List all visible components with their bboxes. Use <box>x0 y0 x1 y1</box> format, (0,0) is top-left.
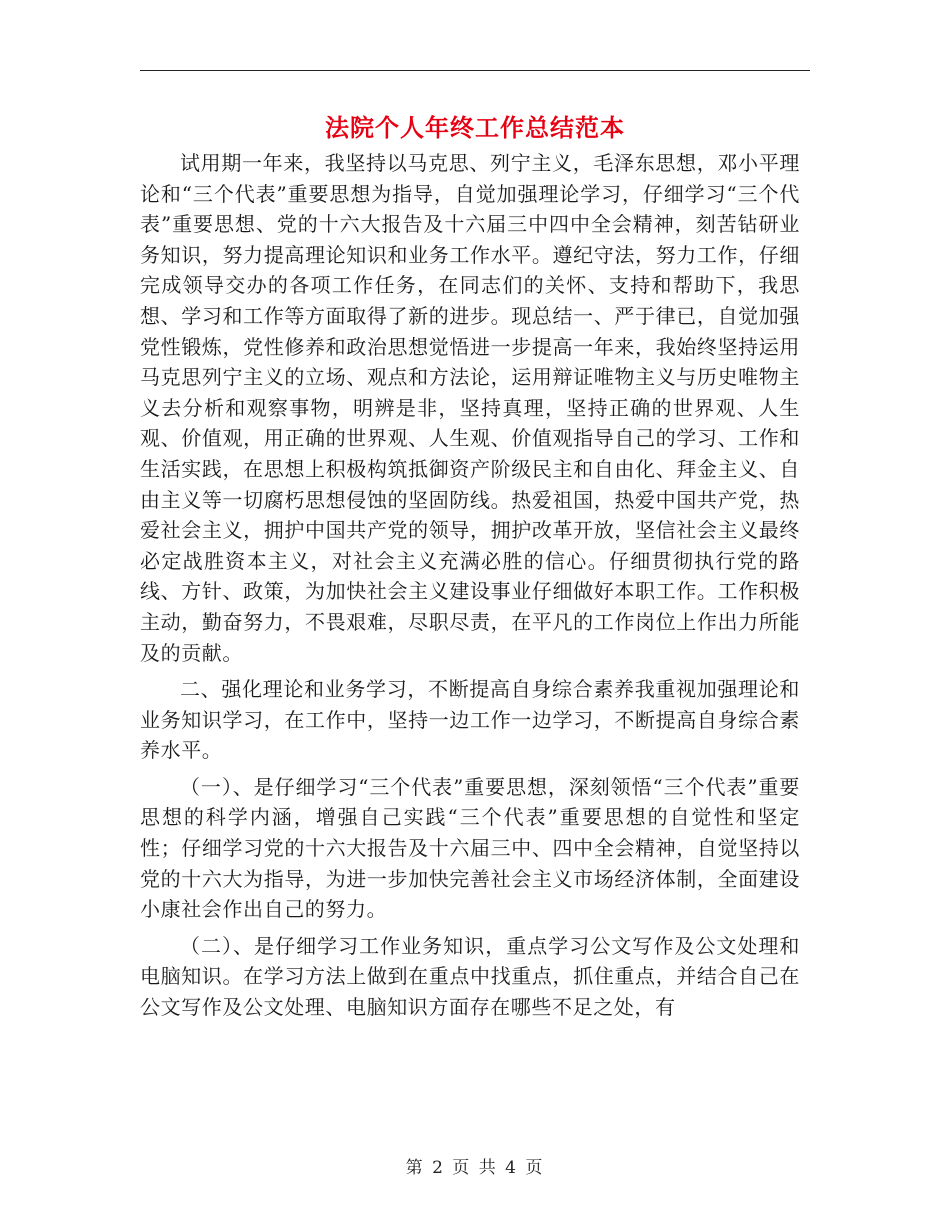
footer-current-page: 2 <box>432 1158 445 1178</box>
document-title: 法院个人年终工作总结范本 <box>325 113 625 142</box>
footer-middle: 页 共 <box>452 1158 498 1178</box>
paragraph-2: 二、强化理论和业务学习，不断提高自身综合素养我重视加强理论和业务知识学习，在工作中，坚持一边工作一边学习，不断提高自身综合素养水平。 <box>140 677 800 763</box>
paragraph-4: （二）、是仔细学习工作业务知识，重点学习公文写作及公文处理和电脑知识。在学习方法上做到在重点中找重点，抓住重点，并结合自己在公文写作及公文处理、电脑知识方面存在哪些不足之处，有 <box>140 933 800 1020</box>
footer-total-pages: 4 <box>505 1158 518 1178</box>
document-body <box>140 148 800 1023</box>
footer-prefix: 第 <box>405 1158 425 1178</box>
footer-suffix: 页 <box>525 1158 545 1178</box>
header-rule <box>140 70 810 71</box>
page-footer <box>0 1153 950 1178</box>
paragraph-1: 试用期一年来，我坚持以马克思、列宁主义，毛泽东思想，邓小平理论和“三个代表”重要思想为指导，自觉加强理论学习，仔细学习“三个代表”重要思想、党的十六大报告及十六届三中四中全会精神，刻苦钻研业务知识，努力提高理论知识和业务工作水平。遵纪守法，努力工作，仔细完成领导交办的各项工作任务，在同志们的关怀、支持和帮助下，我思想、学习和工作等方面取得了新的进步。现总结一、严于律已，自觉加强党性锻炼，党性修养和政治思想觉悟进一步提高一年来，我始终坚持运用马克思列宁主义的立场、观点和方法论，运用辩证唯物主义与历史唯物主义去分析和观察事物，明辨是非，坚持真理，坚持正确的世界观、人生观、价值观，用正确的世界观、人生观、价值观指导自己的学习、工作和生活实践，在思想上积极构筑抵御资产阶级民主和自由化、拜金主义、自由主义等一切腐朽思想侵蚀的坚固防线。热爱祖国，热爱中国共产党，热爱社会主义，拥护中国共产党的领导，拥护改革开放，坚信社会主义最终必定战胜资本主义，对社会主义充满必胜的信心。仔细贯彻执行党的路线、方针、政策，为加快社会主义建设事业仔细做好本职工作。工作积极主动，勤奋努力，不畏艰难，尽职尽责，在平凡的工作岗位上作出力所能及的贡献。 <box>140 151 800 665</box>
paragraph-3: （一）、是仔细学习“三个代表”重要思想，深刻领悟“三个代表”重要思想的科学内涵，增强自己实践“三个代表”重要思想的自觉性和坚定性；仔细学习党的十六大报告及十六届三中、四中全会精神，自觉坚持以党的十六大为指导，为进一步加快完善社会主义市场经济体制，全面建设小康社会作出自己的努力。 <box>140 774 800 922</box>
